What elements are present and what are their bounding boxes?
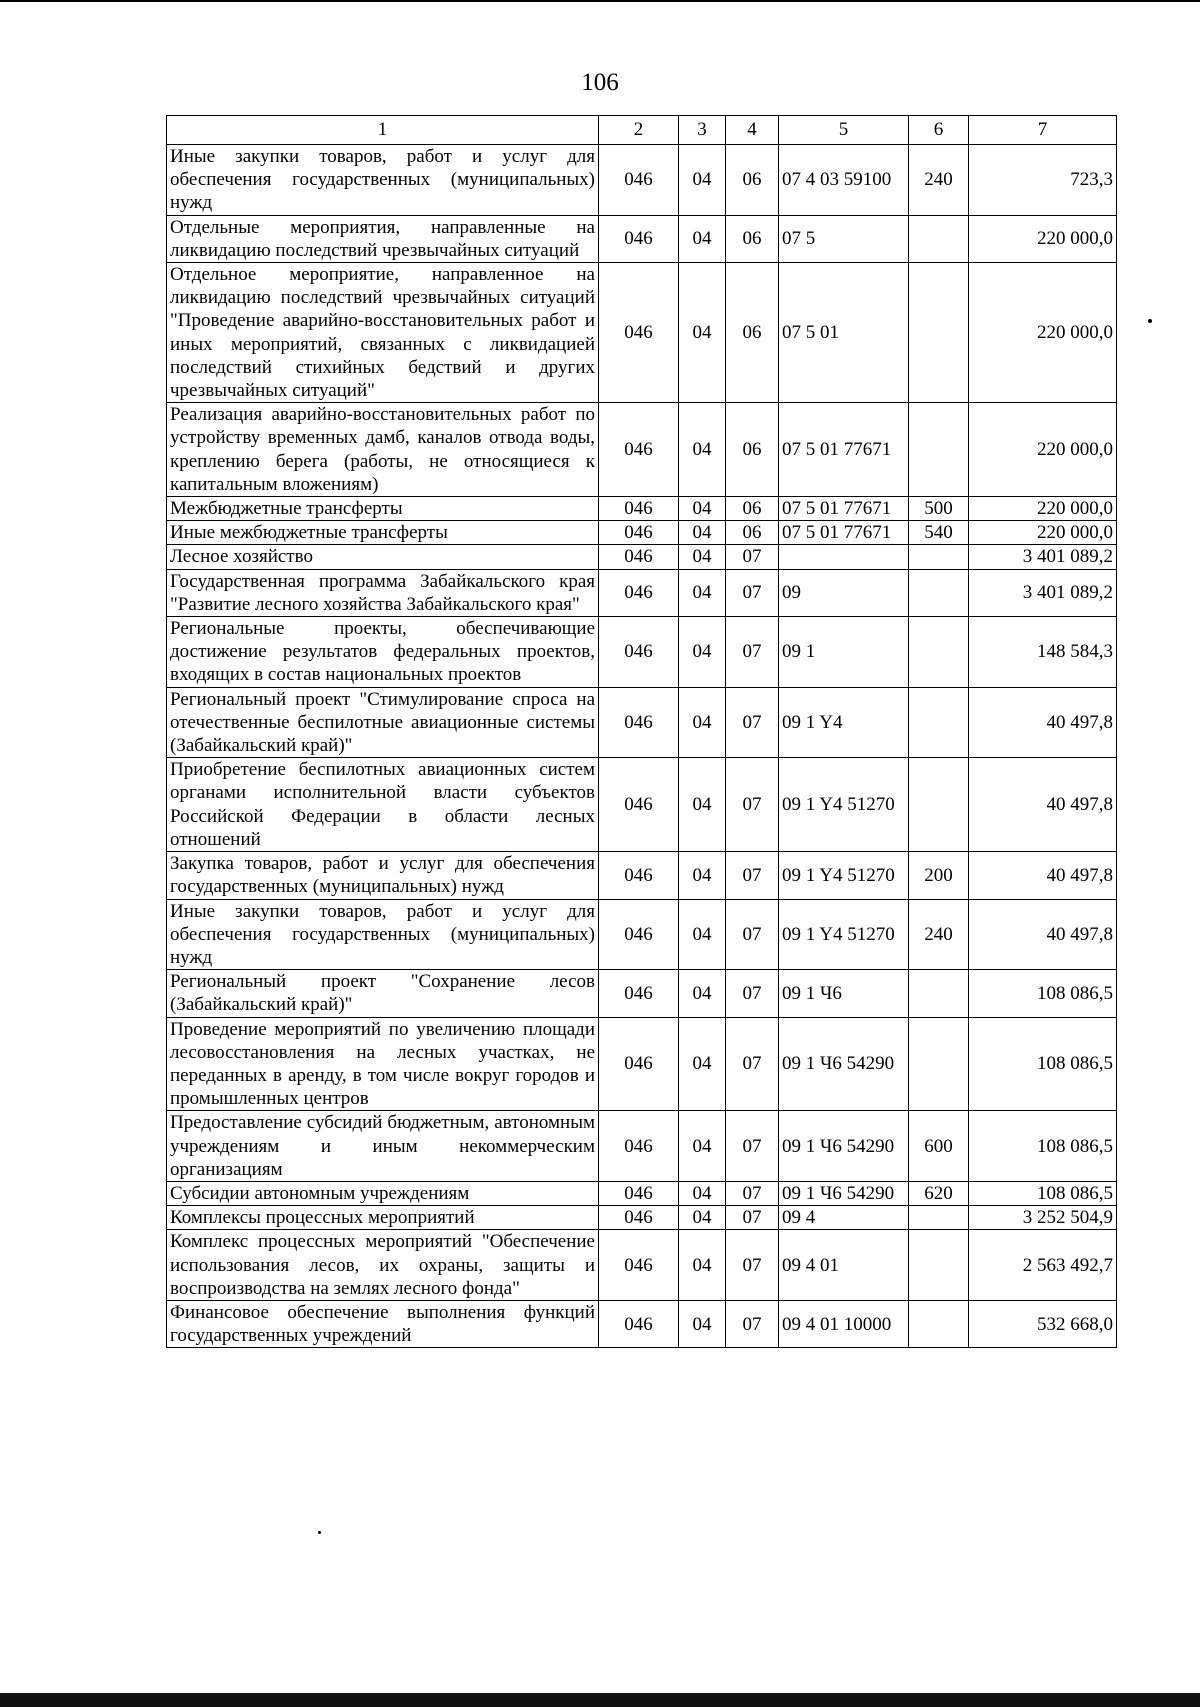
row-expense-type	[909, 403, 969, 497]
row-target-article: 07 5	[779, 215, 909, 262]
row-name: Приобретение беспилотных авиационных систем органами исполнительной власти субъектов Российской Федерации в области лесных отношений	[167, 758, 599, 852]
scan-bottom-edge	[0, 1693, 1200, 1707]
row-amount: 108 086,5	[969, 1181, 1117, 1205]
row-subsection: 07	[726, 1017, 779, 1111]
row-amount: 3 401 089,2	[969, 545, 1117, 569]
row-expense-type	[909, 1017, 969, 1111]
row-target-article: 07 4 03 59100	[779, 145, 909, 216]
row-subsection: 07	[726, 687, 779, 758]
row-section: 04	[679, 1300, 726, 1347]
row-amount: 108 086,5	[969, 1017, 1117, 1111]
row-expense-type	[909, 1206, 969, 1230]
row-ministry-code: 046	[599, 215, 679, 262]
row-subsection: 07	[726, 1111, 779, 1182]
scan-speck	[1148, 319, 1152, 323]
row-amount: 40 497,8	[969, 852, 1117, 899]
row-section: 04	[679, 263, 726, 403]
row-subsection: 07	[726, 1300, 779, 1347]
table-row	[167, 215, 1117, 262]
table-row	[167, 758, 1117, 852]
row-name: Государственная программа Забайкальского края "Развитие лесного хозяйства Забайкальского края"	[167, 569, 599, 616]
row-section: 04	[679, 145, 726, 216]
row-target-article: 07 5 01 77671	[779, 497, 909, 521]
row-expense-type	[909, 617, 969, 688]
row-amount: 148 584,3	[969, 617, 1117, 688]
row-ministry-code: 046	[599, 899, 679, 970]
row-name: Отдельное мероприятие, направленное на ликвидацию последствий чрезвычайных ситуаций "Проведение аварийно-восстановительных работ и иных мероприятий, связанных с ликвидацией последствий стихийных бедствий и других чрезвычайных ситуаций"	[167, 263, 599, 403]
header-col-2: 2	[599, 116, 679, 145]
header-col-5: 5	[779, 116, 909, 145]
row-ministry-code: 046	[599, 263, 679, 403]
row-amount: 40 497,8	[969, 758, 1117, 852]
row-expense-type	[909, 1230, 969, 1301]
row-target-article: 09	[779, 569, 909, 616]
row-section: 04	[679, 545, 726, 569]
row-ministry-code: 046	[599, 545, 679, 569]
row-name: Региональные проекты, обеспечивающие достижение результатов федеральных проектов, входящих в состав национальных проектов	[167, 617, 599, 688]
row-name: Иные закупки товаров, работ и услуг для обеспечения государственных (муниципальных) нужд	[167, 145, 599, 216]
row-target-article: 07 5 01	[779, 263, 909, 403]
row-expense-type	[909, 263, 969, 403]
row-name: Межбюджетные трансферты	[167, 497, 599, 521]
row-expense-type	[909, 687, 969, 758]
row-target-article: 09 1 Y4 51270	[779, 899, 909, 970]
page-number: 106	[581, 69, 619, 96]
row-amount: 40 497,8	[969, 687, 1117, 758]
header-col-4: 4	[726, 116, 779, 145]
table-row	[167, 545, 1117, 569]
header-col-3: 3	[679, 116, 726, 145]
row-ministry-code: 046	[599, 687, 679, 758]
row-subsection: 06	[726, 145, 779, 216]
row-section: 04	[679, 687, 726, 758]
row-section: 04	[679, 1230, 726, 1301]
row-amount: 108 086,5	[969, 970, 1117, 1017]
row-name: Иные межбюджетные трансферты	[167, 521, 599, 545]
table-row	[167, 1206, 1117, 1230]
row-section: 04	[679, 758, 726, 852]
row-expense-type: 620	[909, 1181, 969, 1205]
row-amount: 108 086,5	[969, 1111, 1117, 1182]
row-subsection: 07	[726, 758, 779, 852]
table-row	[167, 145, 1117, 216]
row-ministry-code: 046	[599, 758, 679, 852]
table-row	[167, 403, 1117, 497]
row-amount: 723,3	[969, 145, 1117, 216]
row-subsection: 06	[726, 215, 779, 262]
row-amount: 220 000,0	[969, 497, 1117, 521]
row-expense-type: 240	[909, 899, 969, 970]
table-header-row	[167, 116, 1117, 145]
row-expense-type	[909, 970, 969, 1017]
row-section: 04	[679, 1181, 726, 1205]
row-ministry-code: 046	[599, 1230, 679, 1301]
row-name: Региональный проект "Сохранение лесов (Забайкальский край)"	[167, 970, 599, 1017]
row-amount: 220 000,0	[969, 403, 1117, 497]
row-amount: 3 252 504,9	[969, 1206, 1117, 1230]
row-name: Отдельные мероприятия, направленные на ликвидацию последствий чрезвычайных ситуаций	[167, 215, 599, 262]
table-row	[167, 521, 1117, 545]
row-ministry-code: 046	[599, 521, 679, 545]
row-ministry-code: 046	[599, 145, 679, 216]
row-target-article	[779, 545, 909, 569]
row-name: Иные закупки товаров, работ и услуг для обеспечения государственных (муниципальных) нужд	[167, 899, 599, 970]
row-ministry-code: 046	[599, 1181, 679, 1205]
row-target-article: 09 4 01 10000	[779, 1300, 909, 1347]
row-subsection: 07	[726, 617, 779, 688]
row-target-article: 09 4 01	[779, 1230, 909, 1301]
row-amount: 3 401 089,2	[969, 569, 1117, 616]
row-ministry-code: 046	[599, 617, 679, 688]
scan-top-edge	[0, 0, 1200, 2]
header-col-1: 1	[167, 116, 599, 145]
row-target-article: 09 1 Ч6 54290	[779, 1017, 909, 1111]
table-row	[167, 263, 1117, 403]
row-expense-type: 600	[909, 1111, 969, 1182]
row-amount: 2 563 492,7	[969, 1230, 1117, 1301]
row-name: Предоставление субсидий бюджетным, автономным учреждениям и иным некоммерческим организациям	[167, 1111, 599, 1182]
row-expense-type: 500	[909, 497, 969, 521]
row-section: 04	[679, 1206, 726, 1230]
row-target-article: 07 5 01 77671	[779, 403, 909, 497]
row-section: 04	[679, 970, 726, 1017]
row-amount: 40 497,8	[969, 899, 1117, 970]
row-ministry-code: 046	[599, 403, 679, 497]
header-col-7: 7	[969, 116, 1117, 145]
row-target-article: 09 1 Ч6	[779, 970, 909, 1017]
row-expense-type	[909, 569, 969, 616]
table-row	[167, 1111, 1117, 1182]
row-subsection: 07	[726, 852, 779, 899]
row-ministry-code: 046	[599, 569, 679, 616]
row-subsection: 07	[726, 1206, 779, 1230]
row-ministry-code: 046	[599, 1017, 679, 1111]
header-col-6: 6	[909, 116, 969, 145]
row-ministry-code: 046	[599, 1206, 679, 1230]
table-row	[167, 617, 1117, 688]
row-subsection: 06	[726, 521, 779, 545]
row-subsection: 06	[726, 403, 779, 497]
row-ministry-code: 046	[599, 1300, 679, 1347]
row-section: 04	[679, 403, 726, 497]
row-section: 04	[679, 899, 726, 970]
row-target-article: 09 4	[779, 1206, 909, 1230]
table-row	[167, 1017, 1117, 1111]
row-target-article: 09 1 Ч6 54290	[779, 1111, 909, 1182]
row-amount: 532 668,0	[969, 1300, 1117, 1347]
row-subsection: 06	[726, 263, 779, 403]
row-expense-type: 540	[909, 521, 969, 545]
table-row	[167, 497, 1117, 521]
row-name: Комплексы процессных мероприятий	[167, 1206, 599, 1230]
row-name: Закупка товаров, работ и услуг для обеспечения государственных (муниципальных) нужд	[167, 852, 599, 899]
row-target-article: 09 1 Y4	[779, 687, 909, 758]
table-row	[167, 1300, 1117, 1347]
row-ministry-code: 046	[599, 497, 679, 521]
row-amount: 220 000,0	[969, 215, 1117, 262]
row-section: 04	[679, 852, 726, 899]
row-subsection: 07	[726, 970, 779, 1017]
row-name: Региональный проект "Стимулирование спроса на отечественные беспилотные авиационные системы (Забайкальский край)"	[167, 687, 599, 758]
scan-speck	[318, 1531, 321, 1534]
row-expense-type	[909, 758, 969, 852]
table-row	[167, 687, 1117, 758]
row-target-article: 09 1 Y4 51270	[779, 852, 909, 899]
row-target-article: 09 1 Y4 51270	[779, 758, 909, 852]
table-row	[167, 970, 1117, 1017]
row-expense-type	[909, 215, 969, 262]
row-subsection: 07	[726, 1230, 779, 1301]
row-subsection: 07	[726, 899, 779, 970]
row-section: 04	[679, 521, 726, 545]
row-subsection: 07	[726, 545, 779, 569]
table-row	[167, 569, 1117, 616]
row-ministry-code: 046	[599, 1111, 679, 1182]
row-name: Комплекс процессных мероприятий "Обеспечение использования лесов, их охраны, защиты и воспроизводства на землях лесного фонда"	[167, 1230, 599, 1301]
row-name: Финансовое обеспечение выполнения функций государственных учреждений	[167, 1300, 599, 1347]
row-expense-type: 240	[909, 145, 969, 216]
table-row	[167, 899, 1117, 970]
row-expense-type: 200	[909, 852, 969, 899]
row-name: Субсидии автономным учреждениям	[167, 1181, 599, 1205]
row-section: 04	[679, 497, 726, 521]
budget-table	[166, 115, 1117, 1348]
row-subsection: 07	[726, 569, 779, 616]
row-section: 04	[679, 617, 726, 688]
row-name: Лесное хозяйство	[167, 545, 599, 569]
row-target-article: 09 1	[779, 617, 909, 688]
row-section: 04	[679, 1017, 726, 1111]
row-section: 04	[679, 215, 726, 262]
row-expense-type	[909, 545, 969, 569]
row-amount: 220 000,0	[969, 521, 1117, 545]
table-row	[167, 852, 1117, 899]
table-row	[167, 1230, 1117, 1301]
row-name: Реализация аварийно-восстановительных работ по устройству временных дамб, каналов отвода воды, креплению берега (работы, не относящиеся к капитальным вложениям)	[167, 403, 599, 497]
row-expense-type	[909, 1300, 969, 1347]
row-subsection: 06	[726, 497, 779, 521]
row-ministry-code: 046	[599, 970, 679, 1017]
table-row	[167, 1181, 1117, 1205]
row-ministry-code: 046	[599, 852, 679, 899]
table-body	[167, 145, 1117, 1348]
row-name: Проведение мероприятий по увеличению площади лесовосстановления на лесных участках, не переданных в аренду, в том числе вокруг городов и промышленных центров	[167, 1017, 599, 1111]
row-amount: 220 000,0	[969, 263, 1117, 403]
row-section: 04	[679, 569, 726, 616]
row-target-article: 09 1 Ч6 54290	[779, 1181, 909, 1205]
row-target-article: 07 5 01 77671	[779, 521, 909, 545]
row-section: 04	[679, 1111, 726, 1182]
row-subsection: 07	[726, 1181, 779, 1205]
